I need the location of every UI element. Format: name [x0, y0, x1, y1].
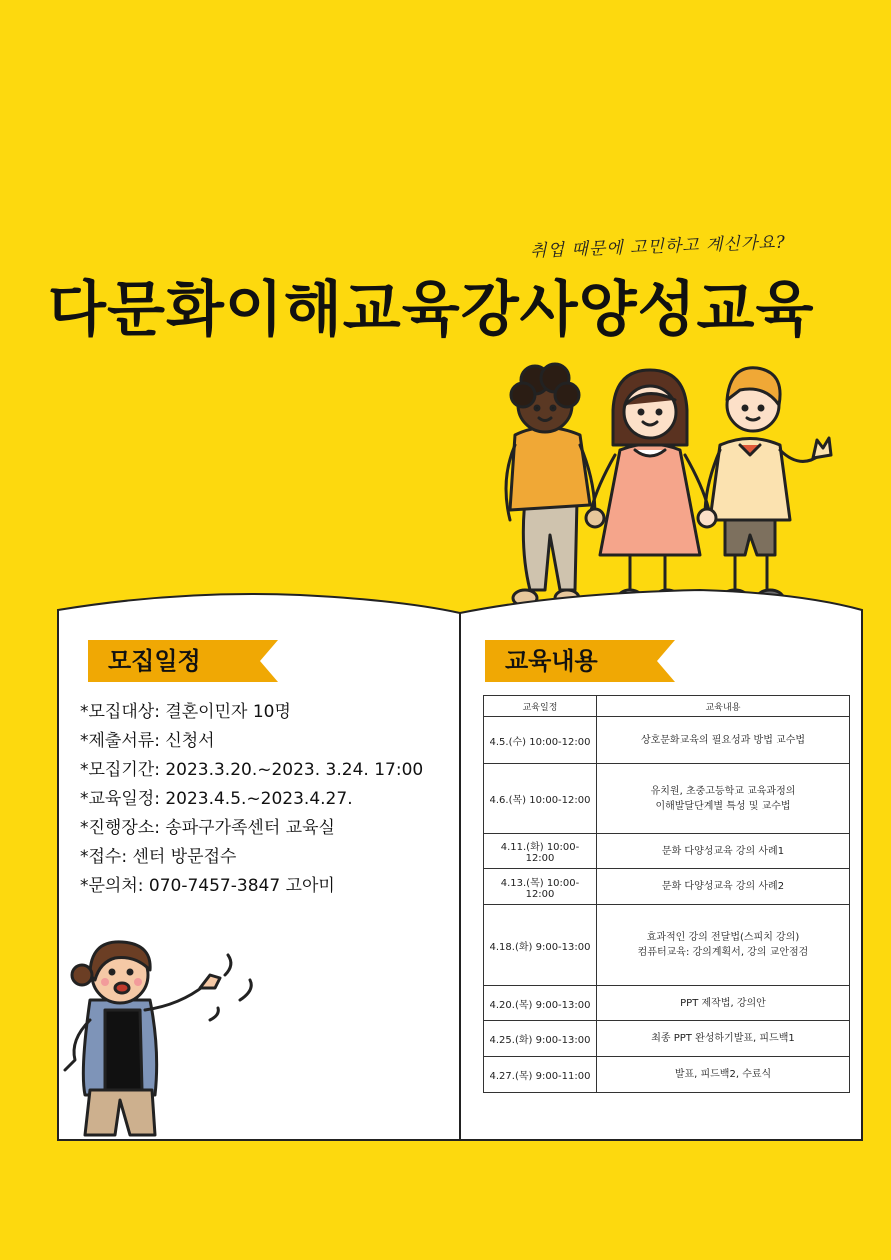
row-date: 4.5.(수) 10:00-12:00 [484, 717, 597, 764]
list-item: *접수: 센터 방문접수 [80, 847, 237, 867]
row-content: 문화 다양성교육 강의 사례2 [597, 869, 850, 905]
row-date: 4.11.(화) 10:00-12:00 [484, 834, 597, 869]
education-heading: 교육내용 [505, 647, 598, 675]
row-content: 문화 다양성교육 강의 사례1 [597, 834, 850, 869]
row-date: 4.25.(화) 9:00-13:00 [484, 1021, 597, 1057]
list-item: *모집대상: 결혼이민자 10명 [80, 702, 291, 722]
table-header-row [484, 696, 850, 717]
row-date: 4.18.(화) 9:00-13:00 [484, 905, 597, 986]
row-date: 4.27.(목) 9:00-11:00 [484, 1057, 597, 1093]
row-date: 4.6.(목) 10:00-12:00 [484, 764, 597, 834]
row-content: 발표, 피드백2, 수료식 [597, 1057, 850, 1093]
table-row [484, 764, 850, 834]
table-row [484, 1021, 850, 1057]
presenter-woman-illustration [60, 930, 270, 1140]
list-item: *문의처: 070-7457-3847 고아미 [80, 876, 335, 896]
list-item: *교육일정: 2023.4.5.~2023.4.27. [80, 789, 353, 809]
column-header-date: 교육일정 [484, 696, 597, 717]
education-schedule-table [483, 695, 850, 1093]
list-item: *진행장소: 송파구가족센터 교육실 [80, 818, 335, 838]
row-date: 4.20.(목) 9:00-13:00 [484, 986, 597, 1021]
row-content: 최종 PPT 완성하기발표, 피드백1 [597, 1021, 850, 1057]
table-row [484, 834, 850, 869]
row-content: PPT 제작법, 강의안 [597, 986, 850, 1021]
recruitment-heading: 모집일정 [108, 647, 201, 675]
row-date: 4.13.(목) 10:00-12:00 [484, 869, 597, 905]
row-content: 효과적인 강의 전달법(스피치 강의) 컴퓨터교육: 강의계획서, 강의 교안점검 [597, 905, 850, 986]
row-content: 유치원, 초중고등학교 교육과정의 이해발달단계별 특성 및 교수법 [597, 764, 850, 834]
column-header-content: 교육내용 [597, 696, 850, 717]
education-heading-banner [485, 640, 675, 682]
table-row [484, 869, 850, 905]
list-item: *제출서류: 신청서 [80, 731, 215, 751]
row-content: 상호문화교육의 필요성과 방법 교수법 [597, 717, 850, 764]
table-row [484, 905, 850, 986]
recruitment-heading-banner [88, 640, 278, 682]
subtitle: 취업 때문에 고민하고 계신가요? [529, 232, 787, 262]
table-row [484, 986, 850, 1021]
table-row [484, 717, 850, 764]
page-title: 다문화이해교육강사양성교육 [48, 275, 815, 345]
recruitment-info-list [80, 698, 423, 901]
table-row [484, 1057, 850, 1093]
list-item: *모집기간: 2023.3.20.~2023. 3.24. 17:00 [80, 760, 424, 780]
